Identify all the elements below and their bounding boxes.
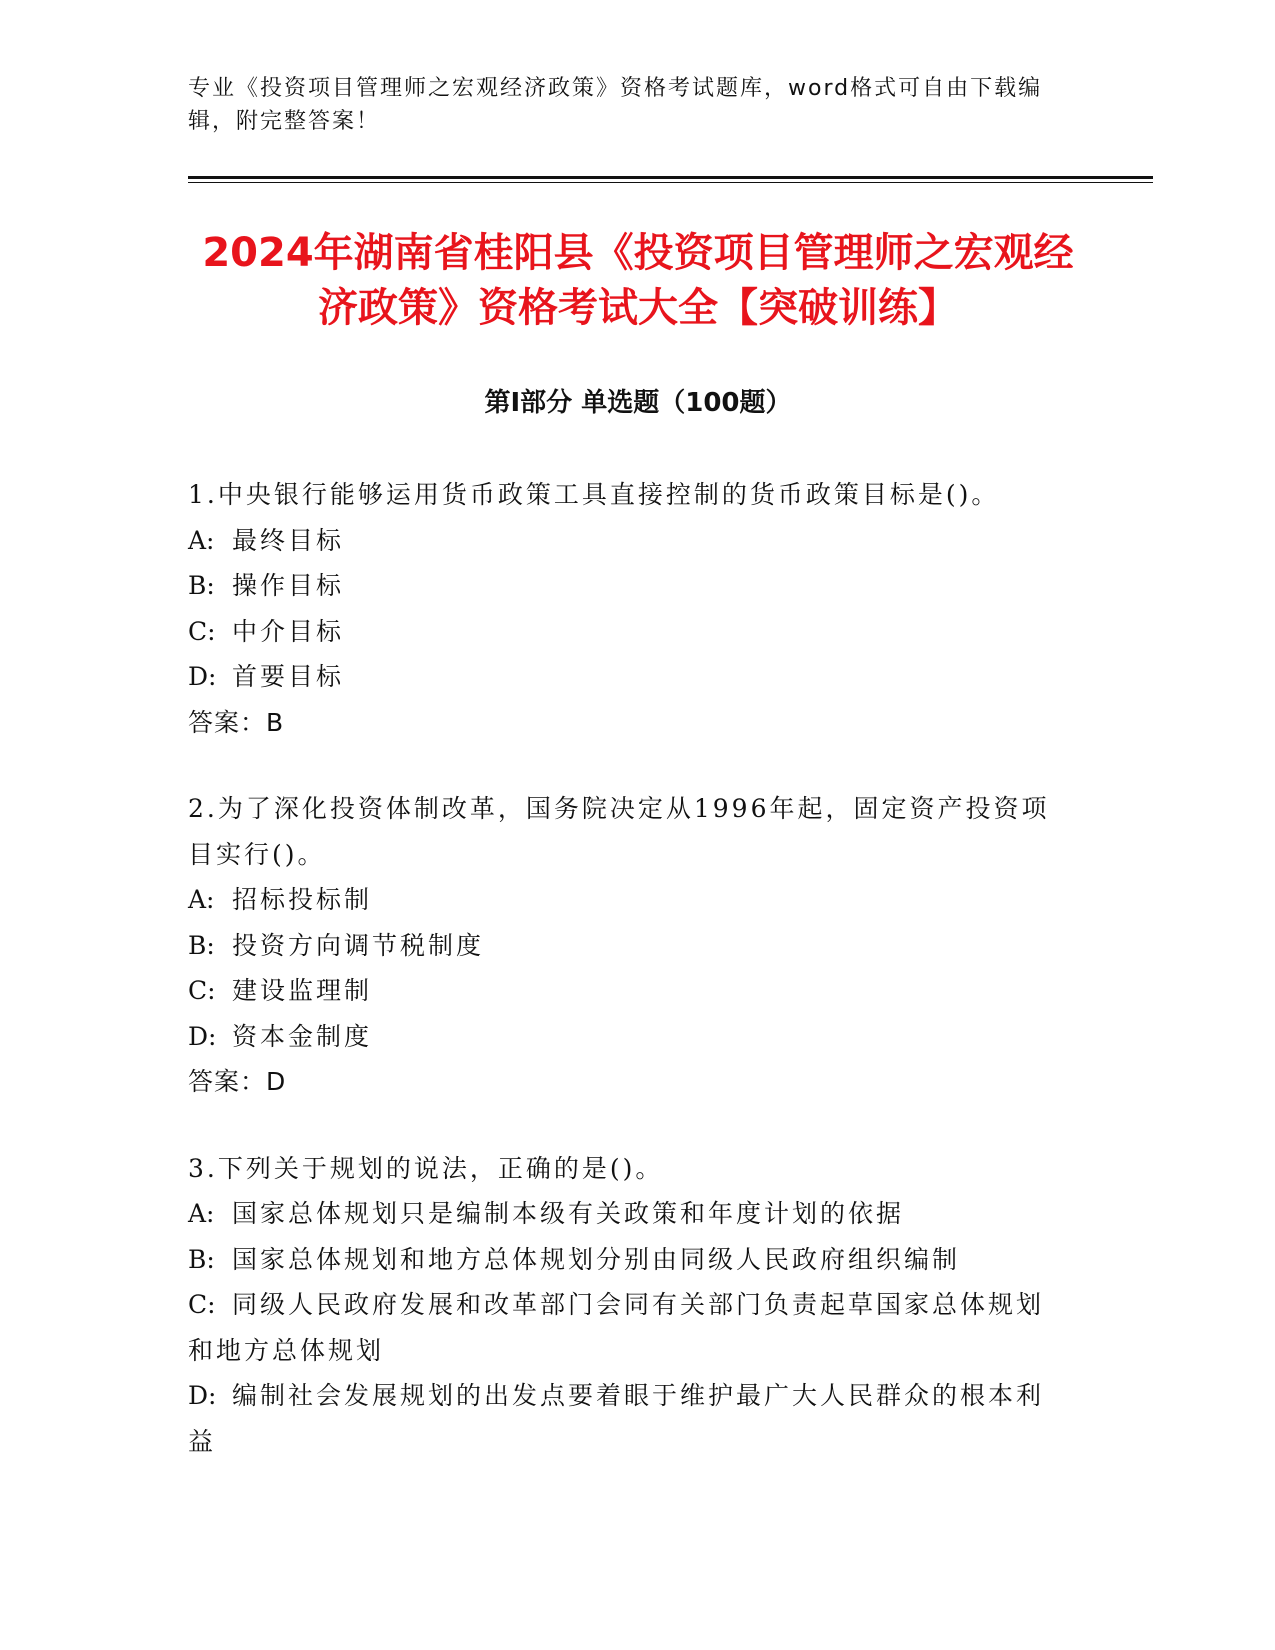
option-label: A: xyxy=(188,1199,215,1228)
option-b xyxy=(188,563,1068,609)
option-label: B: xyxy=(188,571,215,600)
header-rule-thin xyxy=(188,182,1153,183)
option-c xyxy=(188,968,1068,1014)
option-text: 操作目标 xyxy=(232,571,345,600)
question-1 xyxy=(188,472,1068,745)
question-stem: 3.下列关于规划的说法，正确的是()。 xyxy=(188,1153,664,1183)
option-d xyxy=(188,1373,1068,1464)
option-text: 编制社会发展规划的出发点要着眼于维护最广大人民群众的根本利益 xyxy=(188,1381,1045,1456)
option-label: B: xyxy=(188,930,215,960)
option-label: C: xyxy=(188,976,216,1005)
document-title: 2024年湖南省桂阳县《投资项目管理师之宏观经济政策》资格考试大全【突破训练】 xyxy=(202,230,1074,331)
option-text: 同级人民政府发展和改革部门会同有关部门负责起草国家总体规划和地方总体规划 xyxy=(188,1290,1045,1365)
option-text: 首要目标 xyxy=(232,662,345,691)
option-text: 建设监理制 xyxy=(232,976,373,1005)
question-stem: 1.中央银行能够运用货币政策工具直接控制的货币政策目标是()。 xyxy=(188,480,1000,509)
section-heading: 第Ⅰ部分 单选题（100题） xyxy=(484,388,792,418)
option-b xyxy=(188,923,1068,969)
option-d xyxy=(188,1014,1068,1060)
option-label: B: xyxy=(188,1244,215,1274)
header-rule-thick xyxy=(188,176,1153,179)
option-label: C: xyxy=(188,616,216,646)
option-a xyxy=(188,877,1068,923)
option-text: 中介目标 xyxy=(232,616,345,646)
answer: 答案：D xyxy=(188,1067,287,1096)
question-2 xyxy=(188,786,1068,1105)
option-label: A: xyxy=(188,525,215,555)
option-label: C: xyxy=(188,1290,216,1319)
option-d xyxy=(188,654,1068,700)
answer: 答案：B xyxy=(188,707,285,737)
option-label: D: xyxy=(188,1021,217,1051)
option-text: 国家总体规划只是编制本级有关政策和年度计划的依据 xyxy=(232,1199,905,1228)
question-stem: 2.为了深化投资体制改革，国务院决定从1996年起，固定资产投资项目实行()。 xyxy=(188,794,1050,869)
option-text: 最终目标 xyxy=(232,525,345,555)
option-label: D: xyxy=(188,1381,217,1410)
option-text: 招标投标制 xyxy=(232,885,373,914)
question-3 xyxy=(188,1146,1068,1465)
option-c xyxy=(188,1282,1068,1373)
header-note: 专业《投资项目管理师之宏观经济政策》资格考试题库，word格式可自由下载编辑，附完整答案！ xyxy=(188,76,1043,134)
option-b xyxy=(188,1237,1068,1283)
option-a xyxy=(188,1191,1068,1237)
question-list xyxy=(188,472,1068,1505)
option-text: 投资方向调节税制度 xyxy=(232,930,485,960)
option-label: A: xyxy=(188,885,215,914)
option-a xyxy=(188,518,1068,564)
option-text: 国家总体规划和地方总体规划分别由同级人民政府组织编制 xyxy=(232,1244,961,1274)
option-label: D: xyxy=(188,662,217,691)
option-c xyxy=(188,609,1068,655)
option-text: 资本金制度 xyxy=(232,1021,373,1051)
